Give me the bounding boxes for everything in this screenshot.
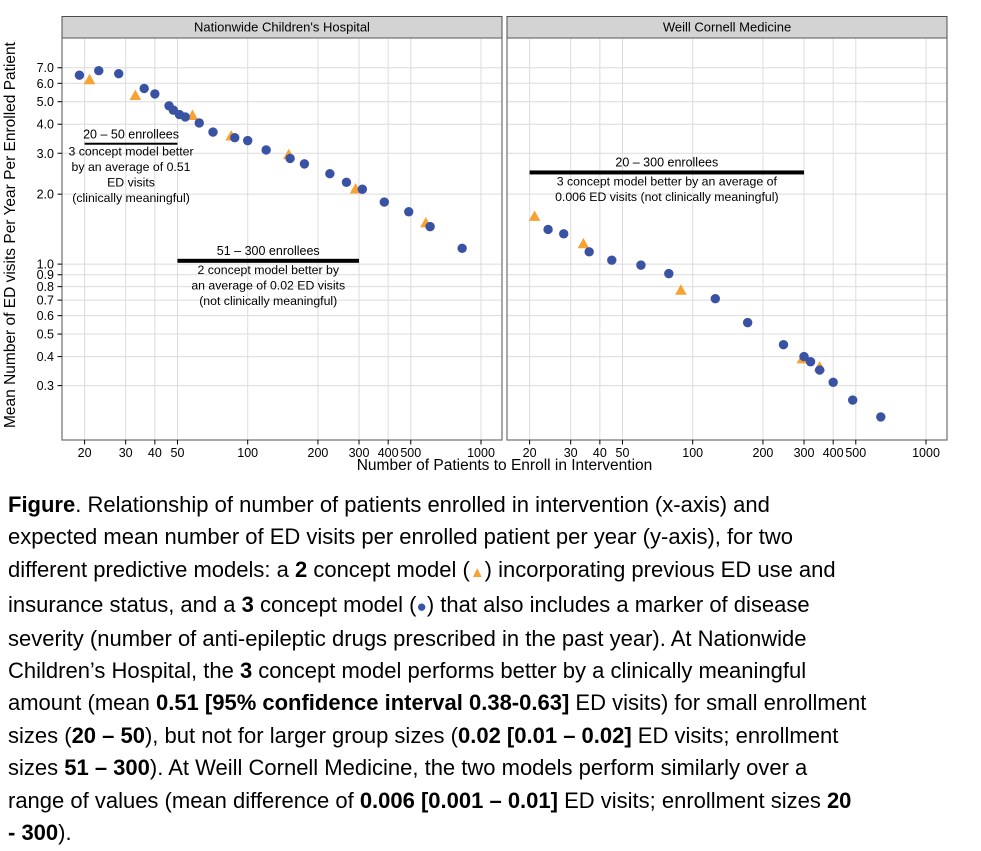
caption-text: ED visits) for small enrollment (569, 690, 867, 716)
data-point-circle (208, 127, 217, 136)
panel-title: Nationwide Children's Hospital (194, 19, 370, 35)
y-tick-label: 0.9 (36, 268, 54, 283)
caption-text: different predictive models: a (8, 556, 295, 582)
caption-text: 2 (294, 556, 308, 582)
y-tick-label: 2.0 (36, 187, 54, 202)
caption-line (8, 720, 974, 752)
y-tick-label: 7.0 (36, 61, 54, 76)
caption-line (8, 589, 974, 622)
data-point-circle (743, 318, 752, 327)
caption-text: concept model ( (307, 556, 470, 582)
x-tick-label: 30 (118, 446, 133, 460)
annotation-line: 3 concept model better by an average of (556, 174, 777, 189)
x-tick-label: 30 (563, 446, 578, 460)
x-tick-label: 500 (845, 446, 867, 460)
x-tick-label: 400 (377, 446, 399, 460)
data-point-circle (607, 255, 616, 264)
y-axis-label: Mean Number of ED visits Per Year Per Enrolled Patient (2, 42, 19, 428)
x-tick-label: 40 (147, 446, 162, 460)
data-point-circle (711, 294, 720, 303)
data-point-circle (584, 247, 593, 256)
caption-text: ), but not for larger group sizes ( (144, 722, 458, 748)
x-tick-label: 20 (522, 446, 537, 460)
x-tick-label: 300 (348, 446, 370, 460)
x-tick-label: 200 (307, 446, 329, 460)
x-tick-label: 200 (752, 446, 774, 460)
y-tick-label: 0.4 (36, 350, 54, 365)
data-point-circle (75, 71, 84, 80)
x-tick-label: 100 (237, 446, 259, 460)
x-tick-label: 50 (615, 446, 630, 460)
caption-text: 0.006 [0.001 – 0.01] (359, 787, 558, 813)
annotation-heading: 20 – 300 enrollees (615, 155, 719, 170)
caption-text: . Relationship of number of patients enrolled in intervention (x-axis) and (75, 492, 770, 517)
caption-text: ). (58, 820, 72, 846)
caption-text: - 300 (8, 820, 59, 846)
caption-line (8, 687, 974, 719)
x-tick-label: 400 (822, 446, 844, 460)
caption-text: 20 (826, 787, 852, 813)
data-point-circle (806, 357, 815, 366)
y-tick-label: 3.0 (36, 146, 54, 161)
x-tick-label: 1000 (467, 446, 495, 460)
data-point-circle (195, 118, 204, 127)
caption-text: 3 (241, 592, 254, 618)
data-point-circle (94, 66, 103, 75)
two-concept-marker-icon: ▲ (469, 563, 485, 581)
caption-text: 0.51 [95% confidence interval 0.38-0.63] (155, 690, 570, 716)
annotation-line: 2 concept model better by (197, 262, 339, 277)
y-tick-label: 0.6 (36, 309, 54, 324)
caption-text: ED visits; enrollment sizes (557, 787, 827, 813)
caption-line (8, 817, 974, 849)
y-tick-label: 6.0 (36, 76, 54, 91)
caption-text: 0.02 [0.01 – 0.02] (458, 722, 632, 748)
panel-title: Weill Cornell Medicine (662, 19, 792, 35)
caption-text: concept model performs better by a clinically meaningful (252, 658, 807, 684)
caption-text: expected mean number of ED visits per enrolled patient per year (y-axis), for two (8, 524, 794, 550)
annotation-line: an average of 0.02 ED visits (191, 278, 346, 293)
x-tick-label: 20 (77, 446, 92, 460)
data-point-circle (876, 412, 885, 421)
data-point-circle (457, 244, 466, 253)
x-tick-label: 300 (793, 446, 815, 460)
data-point-circle (358, 185, 367, 194)
y-tick-label: 0.8 (36, 280, 54, 295)
data-point-circle (181, 112, 190, 121)
caption-text: amount (mean (8, 690, 156, 716)
data-point-circle (150, 89, 159, 98)
annotation-line: (not clinically meaningful) (199, 293, 338, 308)
caption-line (8, 489, 974, 521)
caption-text: ) incorporating previous ED use and (484, 556, 836, 582)
x-tick-label: 100 (682, 446, 704, 460)
x-tick-label: 50 (170, 446, 185, 460)
y-tick-label: 1.0 (36, 257, 54, 272)
caption-line (8, 623, 974, 655)
data-point-circle (325, 169, 334, 178)
y-tick-label: 5.0 (36, 95, 54, 110)
annotation-line: by an average of 0.51 (71, 160, 191, 175)
annotation-line: ED visits (107, 175, 155, 190)
data-point-circle (543, 225, 552, 234)
data-point-circle (636, 260, 645, 269)
caption-text: severity (number of anti-epileptic drugs prescribed in the past year). At Nationwide (8, 625, 807, 651)
data-point-circle (114, 69, 123, 78)
figure-caption (8, 489, 974, 849)
caption-text: sizes (8, 755, 65, 781)
data-point-circle (425, 222, 434, 231)
caption-text: range of values (mean difference of (8, 787, 360, 813)
data-point-circle (404, 207, 413, 216)
data-point-circle (559, 229, 568, 238)
annotation-heading: 20 – 50 enrollees (83, 127, 179, 142)
x-tick-label: 40 (592, 446, 607, 460)
data-point-circle (380, 197, 389, 206)
caption-text: ) that also includes a marker of disease (426, 592, 810, 618)
caption-line (8, 554, 974, 589)
x-axis-label: Number of Patients to Enroll in Intervention (356, 457, 653, 474)
caption-line (8, 655, 974, 687)
data-point-circle (261, 145, 270, 154)
x-tick-label: 1000 (912, 446, 940, 460)
caption-text: Figure (8, 492, 76, 517)
data-point-circle (779, 340, 788, 349)
y-tick-label: 0.5 (36, 327, 54, 342)
three-concept-marker-icon: ● (416, 596, 427, 617)
caption-line (8, 785, 974, 817)
data-point-circle (848, 395, 857, 404)
plot-area (62, 38, 502, 440)
caption-text: 20 – 50 (71, 722, 145, 748)
plot-area (507, 38, 947, 440)
data-point-circle (243, 136, 252, 145)
caption-text: sizes ( (8, 722, 72, 748)
caption-line (8, 752, 974, 784)
caption-text: insurance status, and a (8, 592, 242, 618)
data-point-circle (139, 84, 148, 93)
caption-text: concept model ( (253, 592, 417, 618)
data-point-circle (828, 378, 837, 387)
annotation-heading: 51 – 300 enrollees (216, 243, 320, 258)
annotation-line: 3 concept model better (68, 144, 194, 159)
data-point-circle (342, 178, 351, 187)
caption-text: ). At Weill Cornell Medicine, the two models perform similarly over a (149, 755, 808, 781)
y-tick-label: 0.3 (36, 379, 54, 394)
x-tick-label: 500 (400, 446, 422, 460)
caption-text: 51 – 300 (64, 755, 150, 781)
data-point-circle (664, 269, 673, 278)
caption-text: ED visits; enrollment (631, 722, 839, 748)
y-tick-label: 0.7 (36, 293, 54, 308)
caption-line (8, 521, 974, 553)
annotation-line: (clinically meaningful) (72, 191, 190, 206)
caption-text: 3 (239, 658, 253, 684)
data-point-circle (285, 154, 294, 163)
y-tick-label: 4.0 (36, 117, 54, 132)
data-point-circle (815, 365, 824, 374)
caption-text: Children’s Hospital, the (8, 658, 240, 684)
data-point-circle (230, 133, 239, 142)
annotation-line: 0.006 ED visits (not clinically meaningful) (555, 189, 779, 204)
data-point-circle (300, 159, 309, 168)
